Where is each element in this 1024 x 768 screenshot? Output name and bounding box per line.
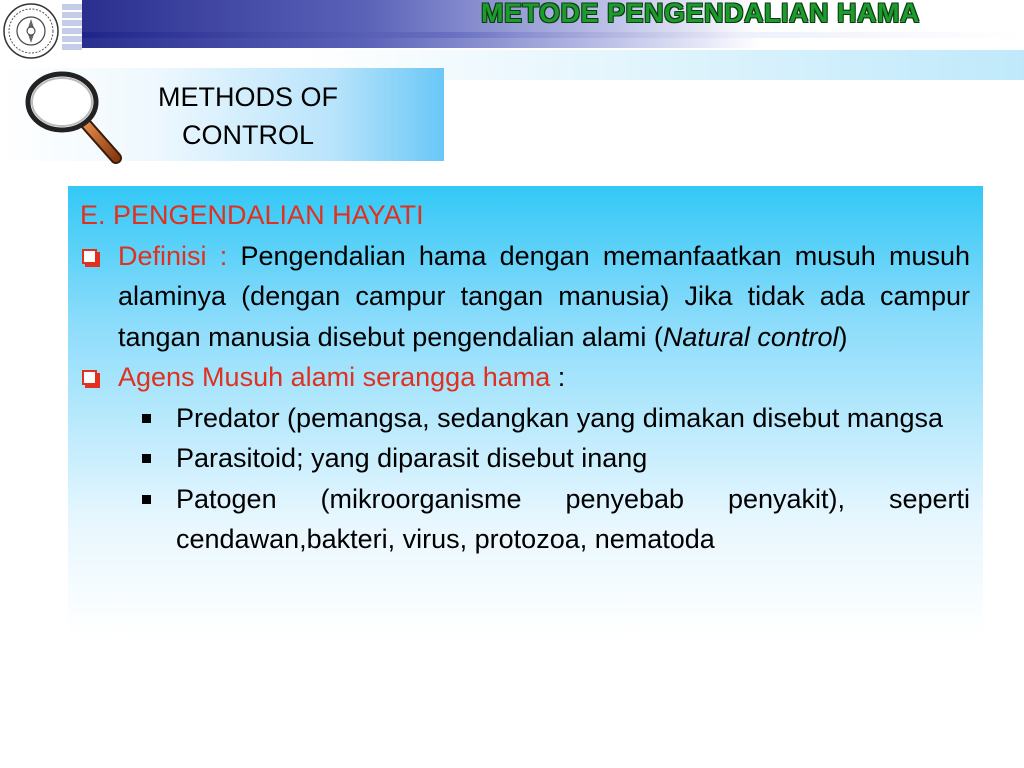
methods-line-2: CONTROL (181, 120, 314, 150)
definition-label: Definisi : (118, 240, 228, 271)
square-bullet-icon (142, 495, 151, 504)
decor-stripes (62, 0, 82, 52)
square-bullet-icon (142, 454, 151, 463)
content-text (80, 195, 970, 560)
slide-title: METODE PENGENDALIAN HAMA (480, 0, 920, 28)
sub-item-text: Patogen (mikroorganisme penyebab penyakit), seperti cendawan,bakteri, virus, protozoa, nematoda (176, 483, 970, 554)
sub-item-text: Predator (pemangsa, sedangkan yang dimakan disebut mangsa (176, 402, 943, 433)
university-seal-logo (2, 2, 60, 60)
definition-text: Pengendalian hama dengan memanfaatkan musuh musuh alaminya (dengan campur tangan manusia) Jika tidak ada campur tangan manusia disebut pengendalian alami ( (118, 240, 970, 352)
agents-label: Agens Musuh alami serangga hama (118, 362, 551, 392)
sub-item-predator (80, 398, 970, 439)
agents-item (80, 357, 970, 398)
definition-close: ) (838, 321, 848, 352)
agents-colon: : (550, 362, 566, 392)
section-heading: E. PENGENDALIAN HAYATI (80, 200, 424, 230)
definition-italic: Natural control (662, 321, 839, 352)
methods-line-1: METHODS OF (158, 82, 338, 112)
sub-item-parasitoid (80, 438, 970, 479)
methods-of-control-label (128, 78, 368, 154)
checkbox-bullet-icon (82, 249, 97, 264)
magnifier-icon (24, 68, 124, 164)
sub-item-text: Parasitoid; yang diparasit disebut inang (176, 443, 648, 473)
title-bar (82, 0, 1024, 48)
definition-item (80, 236, 970, 358)
square-bullet-icon (142, 414, 151, 423)
sub-item-patogen (80, 479, 970, 560)
checkbox-bullet-icon (82, 370, 97, 385)
